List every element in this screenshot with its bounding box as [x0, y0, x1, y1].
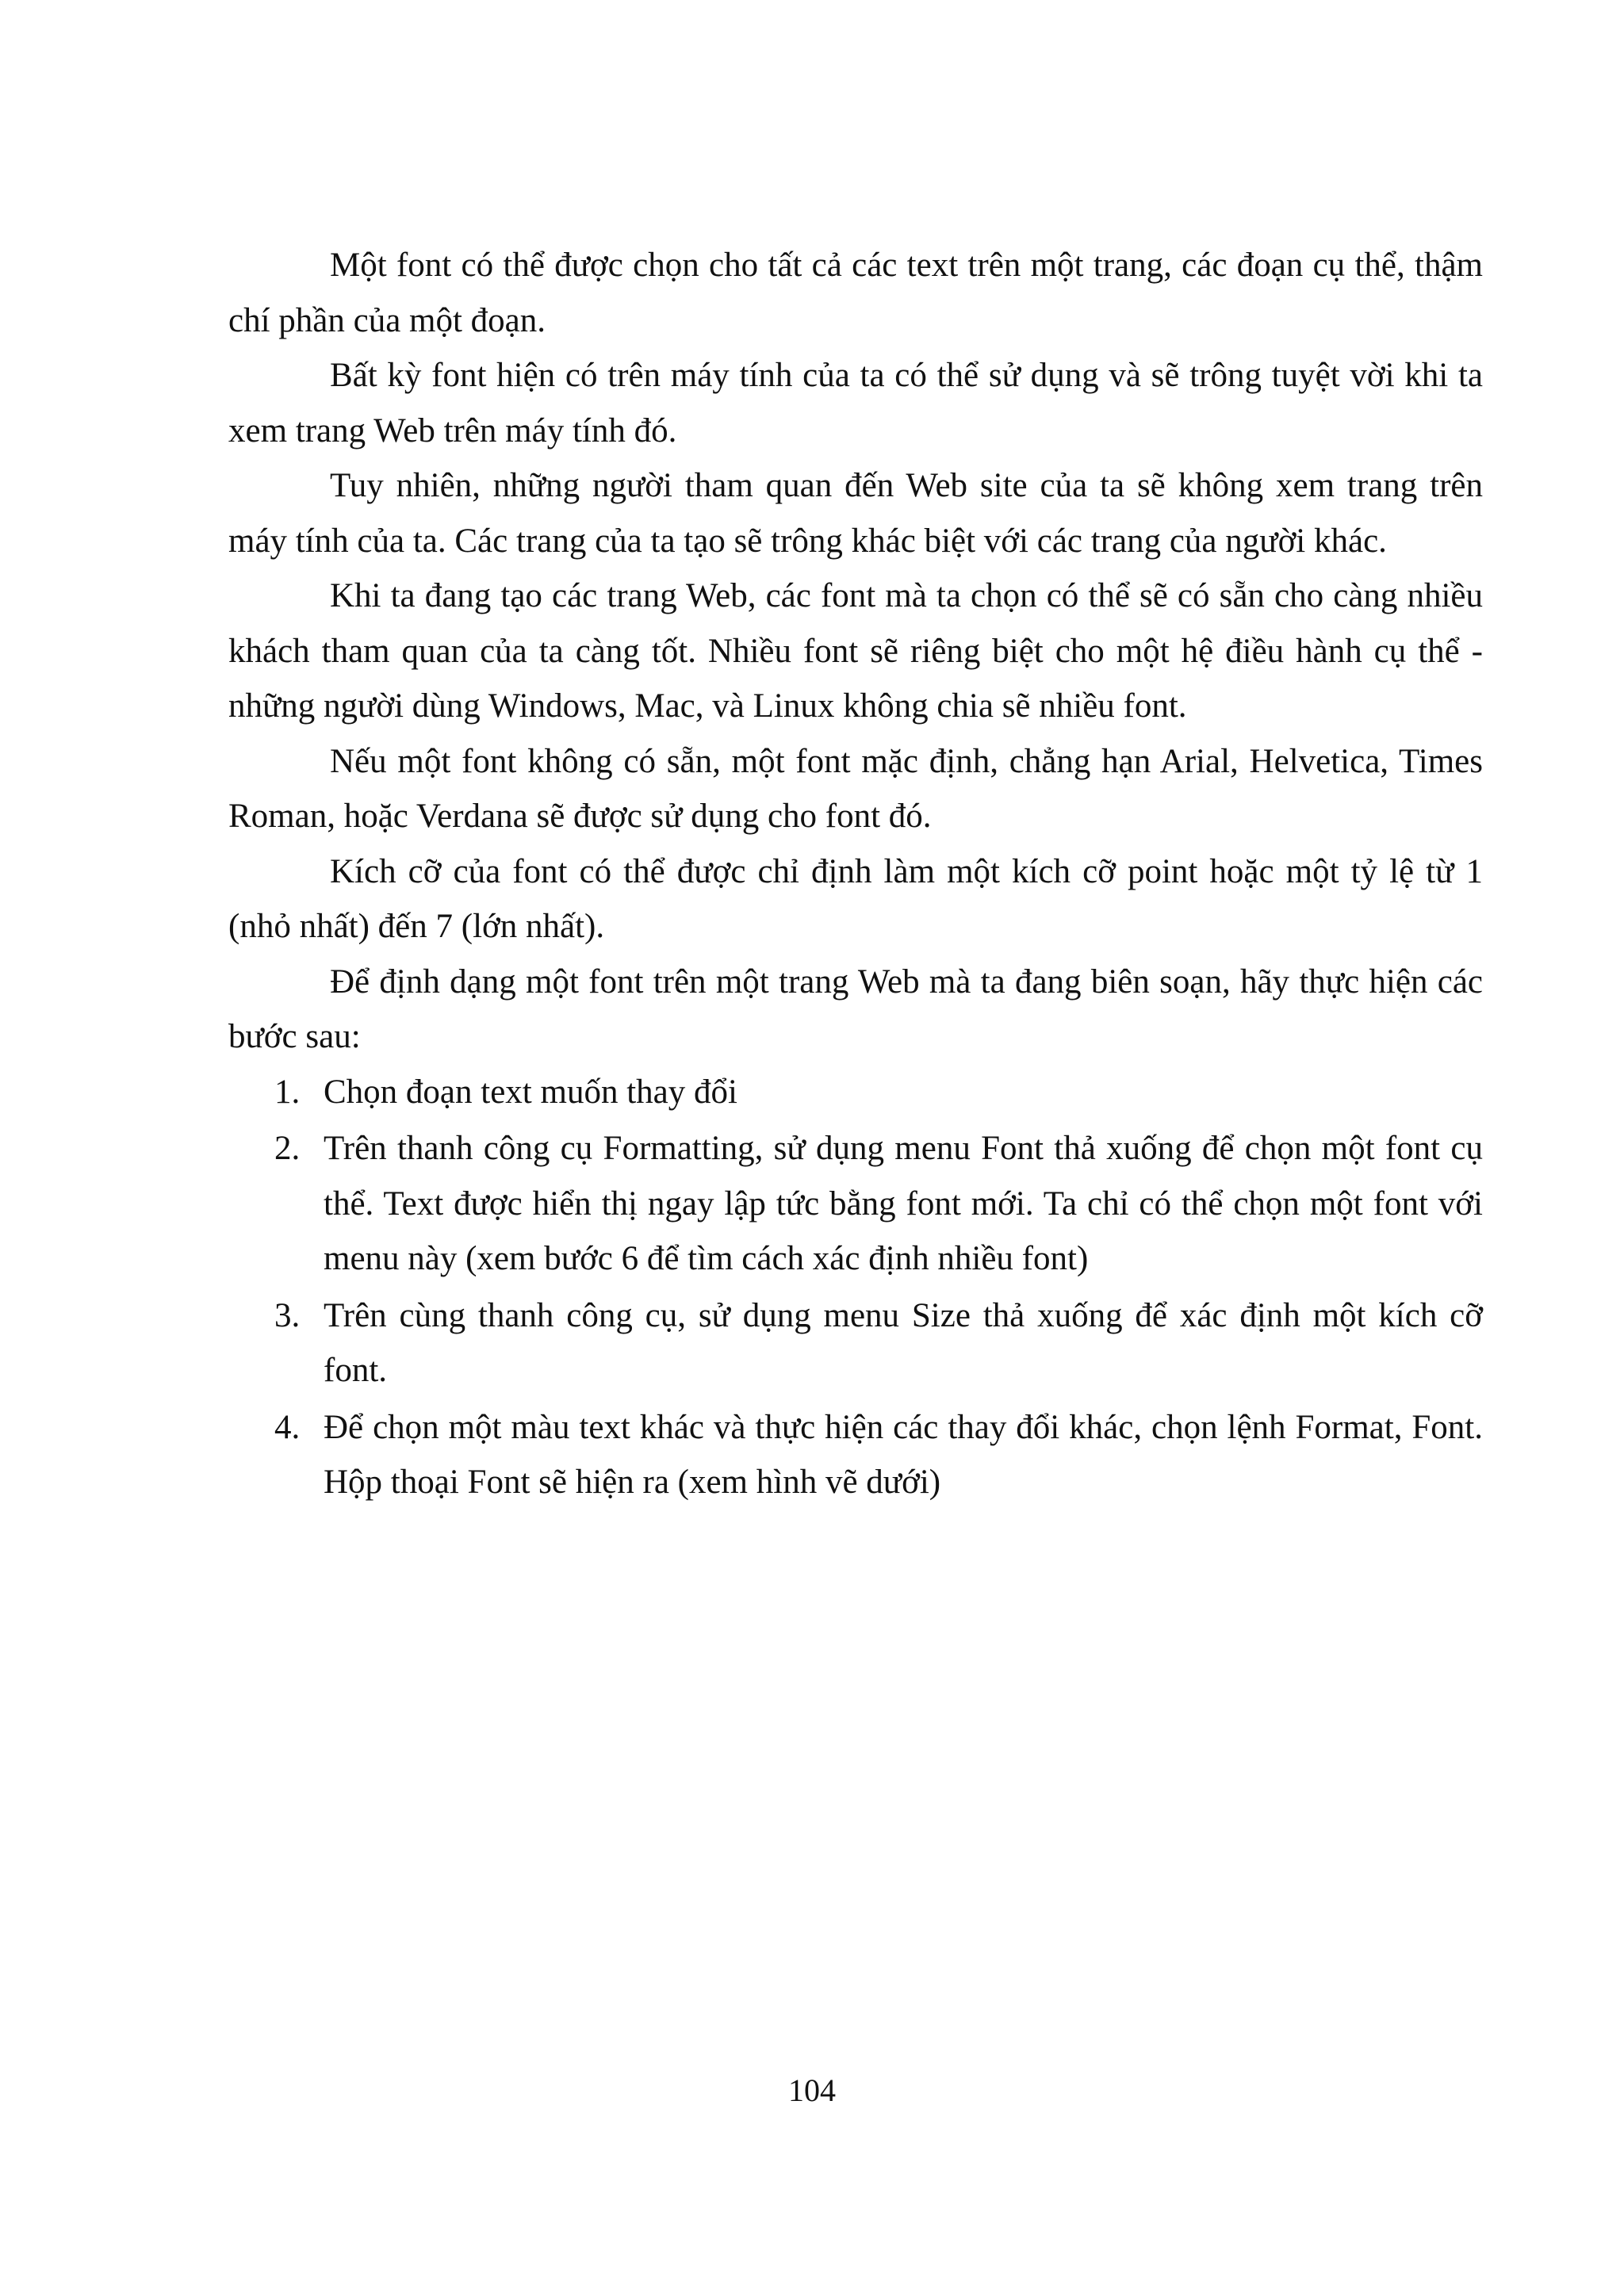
step-text: Trên cùng thanh công cụ, sử dụng menu Size thả xuống để xác định một kích cỡ font.: [324, 1296, 1483, 1389]
page-number: 104: [788, 2072, 836, 2108]
paragraph: Kích cỡ của font có thể được chỉ định làm một kích cỡ point hoặc một tỷ lệ từ 1 (nhỏ nhất) đến 7 (lớn nhất).: [228, 852, 1483, 945]
steps-list: [228, 1065, 1483, 1510]
paragraph: Nếu một font không có sẵn, một font mặc định, chẳng hạn Arial, Helvetica, Times Roman, hoặc Verdana sẽ được sử dụng cho font đó.: [228, 742, 1483, 835]
paragraph: Khi ta đang tạo các trang Web, các font mà ta chọn có thể sẽ có sẵn cho càng nhiều khách tham quan của ta càng tốt. Nhiều font sẽ riêng biệt cho một hệ điều hành cụ thể - những người dùng Windows, Mac, và Linux không chia sẽ nhiều font.: [228, 577, 1483, 725]
paragraph: Một font có thể được chọn cho tất cả các text trên một trang, các đoạn cụ thể, thậm chí phần của một đoạn.: [228, 247, 1483, 339]
paragraph: Tuy nhiên, những người tham quan đến Web site của ta sẽ không xem trang trên máy tính của ta. Các trang của ta tạo sẽ trông khác biệt với các trang của người khác.: [228, 467, 1483, 560]
step-text: Chọn đoạn text muốn thay đổi: [324, 1073, 737, 1111]
step-number: 1.: [274, 1073, 301, 1111]
step-text: Để chọn một màu text khác và thực hiện các thay đổi khác, chọn lệnh Format, Font. Hộp thoại Font sẽ hiện ra (xem hình vẽ dưới): [324, 1408, 1483, 1501]
list-item: [228, 1121, 1483, 1287]
step-number: 2.: [274, 1130, 301, 1167]
paragraph: Để định dạng một font trên một trang Web mà ta đang biên soạn, hãy thực hiện các bước sau:: [228, 962, 1483, 1055]
body-text: [228, 238, 1483, 1512]
paragraph: Bất kỳ font hiện có trên máy tính của ta có thể sử dụng và sẽ trông tuyệt vời khi ta xem trang Web trên máy tính đó.: [228, 357, 1483, 450]
list-item: [228, 1400, 1483, 1510]
step-number: 4.: [274, 1408, 301, 1446]
list-item: [228, 1288, 1483, 1399]
list-item: [228, 1065, 1483, 1120]
step-text: Trên thanh công cụ Formatting, sử dụng menu Font thả xuống để chọn một font cụ thể. Text được hiển thị ngay lập tức bằng font mới. Ta chỉ có thể chọn một font với menu này (xem bước 6 để tìm cách xác định nhiều font): [324, 1130, 1483, 1277]
step-number: 3.: [274, 1296, 301, 1334]
